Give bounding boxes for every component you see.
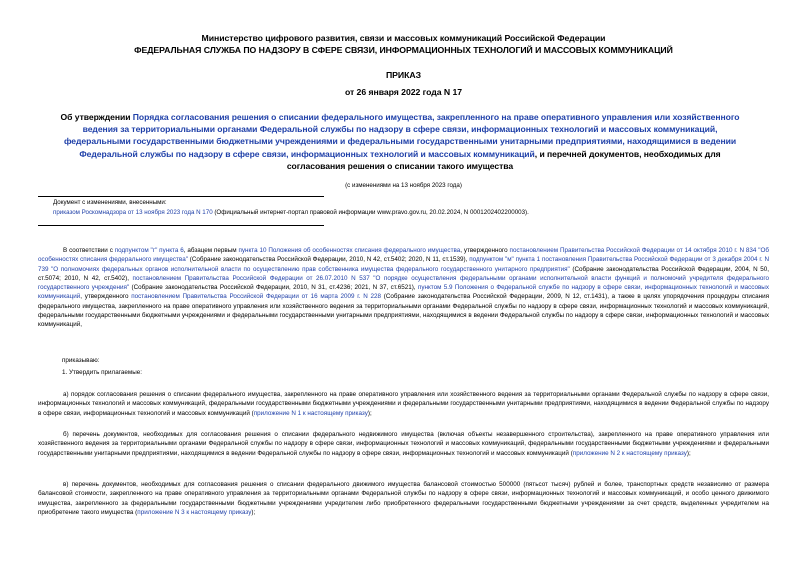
document-date: от 26 января 2022 года N 17 bbox=[344, 87, 463, 97]
changes-rest: (Официальный интернет-портал правовой информации www.pravo.gov.ru, 20.02.2024, N 0001202402200003). bbox=[212, 209, 529, 216]
item-c-text: в) перечень документов, необходимых для согласования решения о списании федерального движимого имущества балансовой стоимостью 500000 (пятьсот тысяч) рублей и более, транспортных средств независимо от размера балансовой стоимости, закрепленного на праве оперативного управления за территориальными органами Федеральной службы по надзору в сфере связи, информационных технологий и массовых коммуникаций, и особо ценного движимого имущества, закрепленного за федеральными государственными бюджетными учреждениями учредителем либо приобретенного федеральными государственными бюджетными учреждениями за счет средств, выделенных учредителем на приобретение такого имущества ( bbox=[38, 481, 769, 516]
item-b-text: б) перечень документов, необходимых для согласования решения о списании федерального недвижимого имущества (включая объекты незавершенного строительства), закрепленного на праве оперативного управления или хозяйственного ведения за территориальными органами Федеральной службы по надзору в сфере связи, информационных технологий и массовых коммуникаций, федеральными государственными бюджетными учреждениями и федеральными государственными унитарными предприятиями, находящимися в ведении Федеральной службы по надзору в сфере связи, информационных технологий и массовых коммуникаций ( bbox=[38, 431, 769, 457]
preamble-link[interactable]: пункта 10 Положения об особенностях списания федерального имущества bbox=[238, 247, 461, 254]
preamble-link[interactable]: подпунктом "м" пункта 1 постановления Правительства Российской Федерации от 3 декабря 2004 г. N 739 "О полномочиях федеральных органов исполнительной власти по осуществлению прав собственника имущества федерального государственного унитарного предприятия" bbox=[38, 256, 769, 273]
changes-link[interactable]: приказом Роскомнадзора от 13 ноября 2023 года N 170 bbox=[53, 209, 213, 216]
amendment-note: (с изменениями на 13 ноября 2023 года) bbox=[345, 182, 462, 189]
item-b-text: ); bbox=[686, 449, 691, 457]
preamble-link[interactable]: пунктом 5.9 Положения о Федеральной службе по надзору в сфере связи, информационных технологий и массовых коммуникаций bbox=[38, 284, 769, 301]
order-word: приказываю: bbox=[62, 357, 100, 364]
item-a-text: ); bbox=[367, 409, 372, 417]
item-c-paragraph bbox=[38, 480, 769, 517]
item-b-paragraph bbox=[38, 430, 769, 458]
separator-bottom bbox=[38, 225, 324, 226]
item-c-link[interactable]: приложение N 3 к настоящему приказу bbox=[137, 508, 252, 516]
ministry-name: Министерство цифрового развития, связи и массовых коммуникаций Российской Федерации bbox=[201, 33, 606, 43]
item-c-text: ); bbox=[251, 508, 256, 516]
separator-top bbox=[38, 196, 324, 197]
preamble-text: (Собрание законодательства Российской Федерации, 2010, N 42, ст.5402; 2020, N 11, ст.1539), bbox=[187, 256, 470, 264]
item-1: 1. Утвердить прилагаемые: bbox=[62, 369, 142, 376]
preamble-text: (Собрание законодательства Российской Федерации, 2004, N 50, ст.5074; 2010, N 42, ст.5402), bbox=[38, 265, 770, 282]
changes-label: Документ с изменениями, внесенными: bbox=[53, 199, 167, 206]
preamble-link[interactable]: подпунктом "г" пункта 6 bbox=[114, 247, 184, 254]
item-a-paragraph bbox=[38, 390, 769, 418]
preamble-text: , абзацем первым bbox=[183, 247, 239, 254]
preamble-link[interactable]: постановлением Правительства Российской Федерации от 26.07.2010 N 537 "О порядке осуществления федеральными органами исполнительной власти функций и полномочий учредителя федерального государственного учреждения" bbox=[38, 274, 769, 292]
title-prefix: Об утверждении bbox=[60, 112, 133, 122]
preamble-text: , утвержденного bbox=[460, 247, 510, 254]
title-link[interactable]: Порядка согласования решения о списании федерального имущества, закрепленного на праве оперативного управления или хозяйственного ведения за территориальными органами Федеральной службы по надзору в сфере связи, информационных технологий и массовых коммуникаций, федеральными государственными бюджетными учреждениями и федеральными государственными унитарными предприятиями, находящимися в ведении Федеральной службы по надзору в сфере связи, информационных технологий и массовых коммуникаций bbox=[63, 112, 740, 159]
item-a-link[interactable]: приложение N 1 к настоящему приказу bbox=[253, 409, 368, 417]
title-suffix: , и перечней документов, необходимых для согласования решения о списании такого имущества bbox=[286, 148, 721, 171]
preamble-text: В соответствии с bbox=[63, 247, 115, 254]
changes-entry bbox=[53, 208, 529, 217]
preamble-text: (Собрание законодательства Российской Федерации, 2009, N 12, ст.1431), а также в целях упорядочения процедуры списания федерального имущества, закрепленного на праве оперативного управления или хозяйственного ведения за территориальными органами Федеральной службы по надзору в сфере связи, информационных технологий и массовых коммуникаций, федеральными государственными бюджетными учреждениями и федеральными государственными унитарными предприятиями, находящимися в ведении Федеральной службы по надзору в сфере связи, информационных технологий и массовых коммуникаций, bbox=[38, 293, 769, 329]
document-title bbox=[50, 111, 750, 172]
item-b-link[interactable]: приложение N 2 к настоящему приказу bbox=[572, 449, 687, 457]
service-name: ФЕДЕРАЛЬНАЯ СЛУЖБА ПО НАДЗОРУ В СФЕРЕ СВЯЗИ, ИНФОРМАЦИОННЫХ ТЕХНОЛОГИЙ И МАССОВЫХ КОММУНИКАЦИЙ bbox=[134, 45, 673, 55]
document-type: ПРИКАЗ bbox=[385, 70, 421, 80]
item-a-text: а) порядок согласования решения о списании федерального имущества, закрепленного на праве оперативного управления или хозяйственного ведения за территориальными органами Федеральной службы по надзору в сфере связи, информационных технологий и массовых коммуникаций, федеральными государственными бюджетными учреждениями и федеральными государственными унитарными предприятиями, находящимися в ведении Федеральной службы по надзору в сфере связи, информационных технологий и массовых коммуникаций ( bbox=[38, 391, 769, 417]
preamble-text: (Собрание законодательства Российской Федерации, 2010, N 31, ст.4236; 2021, N 37, ст.6521), bbox=[129, 284, 418, 292]
preamble-paragraph bbox=[38, 246, 769, 330]
preamble-link[interactable]: постановлением Правительства Российской Федерации от 14 октября 2010 г. N 834 "Об особенностях списания федерального имущества" bbox=[38, 247, 770, 264]
preamble-text: , утвержденного bbox=[80, 293, 132, 301]
preamble-link[interactable]: постановлением Правительства Российской Федерации от 16 марта 2009 г. N 228 bbox=[131, 293, 382, 301]
